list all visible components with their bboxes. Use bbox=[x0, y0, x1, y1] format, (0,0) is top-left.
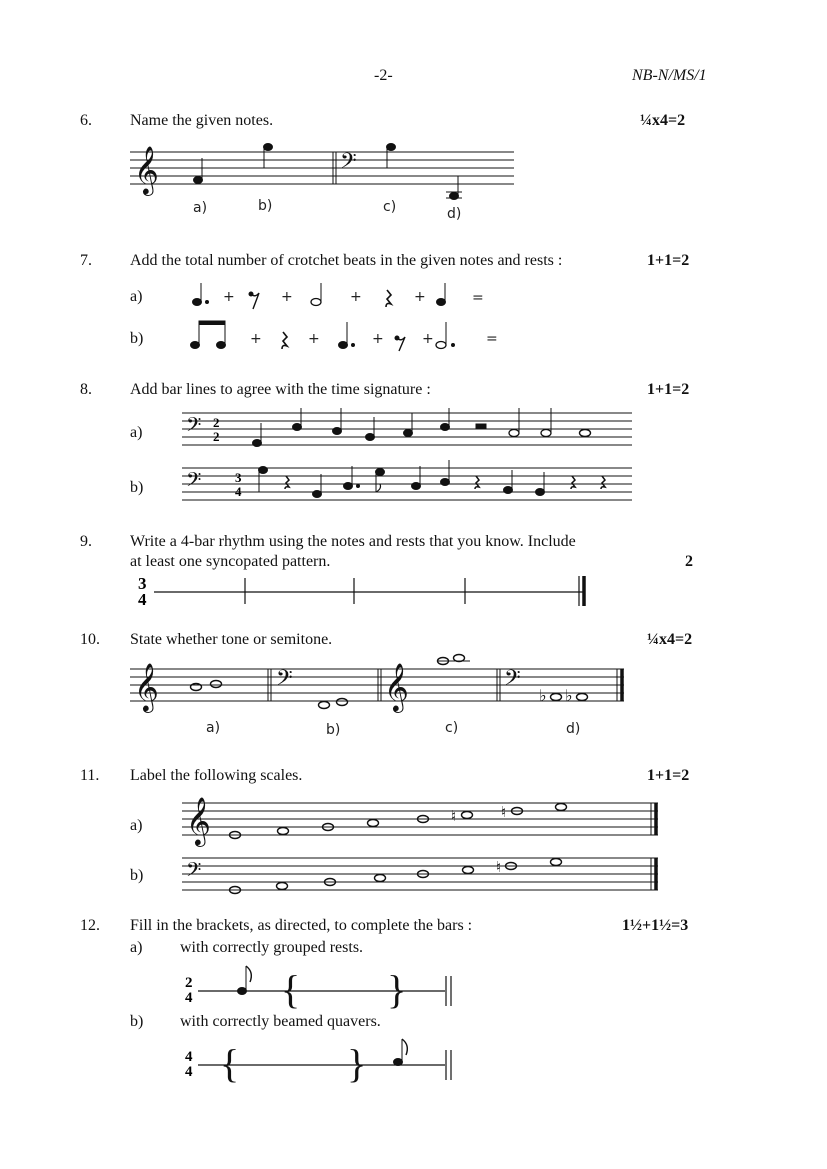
svg-text:{: { bbox=[220, 1041, 240, 1086]
q7-b-op-1: + bbox=[250, 331, 262, 347]
bass-clef-icon: 𝄢 bbox=[186, 413, 202, 441]
svg-text:}: } bbox=[387, 967, 407, 1012]
q7-a-label: a) bbox=[130, 288, 143, 305]
flat-icon: ♭ bbox=[565, 688, 573, 705]
q11-b-label: b) bbox=[130, 867, 144, 884]
q7-marks: 1+1=2 bbox=[647, 252, 690, 269]
note-b bbox=[264, 144, 273, 151]
q10-text: State whether tone or semitone. bbox=[130, 631, 333, 648]
q8-a-time-bottom: 2 bbox=[213, 429, 220, 444]
q9-line1: Write a 4-bar rhythm using the notes and rests that you know. Include bbox=[130, 533, 576, 550]
q6-label-a: a) bbox=[193, 200, 208, 216]
q6-label-c: c) bbox=[383, 199, 397, 215]
bass-clef-icon: 𝄢 bbox=[186, 858, 202, 886]
q9-time-top: 3 bbox=[138, 574, 147, 593]
q6-number: 6. bbox=[80, 112, 92, 129]
q6-label-b: b) bbox=[258, 198, 273, 214]
q7-a-op-4: + bbox=[414, 289, 426, 305]
q8-a-staff bbox=[180, 405, 640, 455]
q11-a-staff bbox=[180, 793, 665, 853]
q12-b-time-top: 4 bbox=[185, 1049, 193, 1065]
q12-marks: 1½+1½=3 bbox=[622, 917, 689, 934]
q7-a-op-1: + bbox=[223, 289, 235, 305]
q6-text: Name the given notes. bbox=[130, 112, 274, 129]
bass-clef-icon: 𝄢 bbox=[186, 468, 202, 496]
q7-a-op-5: = bbox=[472, 290, 484, 306]
q7-b-notes bbox=[185, 318, 495, 356]
q12-b-line bbox=[180, 1034, 470, 1084]
q8-number: 8. bbox=[80, 381, 92, 398]
q8-a-label: a) bbox=[130, 424, 143, 441]
q10-label-c: c) bbox=[445, 720, 459, 736]
q8-b-label: b) bbox=[130, 479, 144, 496]
bass-clef-icon: 𝄢 bbox=[340, 149, 357, 179]
q12-a-label: a) bbox=[130, 939, 143, 956]
q10-number: 10. bbox=[80, 631, 100, 648]
bass-clef-icon: 𝄢 bbox=[276, 666, 293, 696]
q12-a-time-bottom: 4 bbox=[185, 990, 193, 1006]
svg-text:}: } bbox=[347, 1041, 367, 1086]
q7-a-op-2: + bbox=[281, 289, 293, 305]
q7-b-op-4: + bbox=[422, 331, 434, 347]
q10-label-a: a) bbox=[206, 720, 221, 736]
q12-b-time-bottom: 4 bbox=[185, 1064, 193, 1080]
q7-number: 7. bbox=[80, 252, 92, 269]
q7-a-op-3: + bbox=[350, 289, 362, 305]
q11-a-label: a) bbox=[130, 817, 143, 834]
q9-marks: 2 bbox=[685, 553, 693, 570]
q7-b-op-5: = bbox=[486, 331, 498, 347]
q8-b-staff bbox=[180, 460, 640, 515]
q8-b-time-top: 3 bbox=[235, 470, 242, 485]
bass-clef-icon: 𝄢 bbox=[504, 666, 521, 696]
page-number: -2- bbox=[374, 67, 393, 84]
paper-code: NB-N/MS/1 bbox=[632, 67, 707, 84]
q9-rhythm-line bbox=[130, 573, 590, 613]
q7-text: Add the total number of crotchet beats in the given notes and rests : bbox=[130, 252, 563, 269]
q11-number: 11. bbox=[80, 767, 100, 784]
treble-clef-icon: 𝄞 bbox=[384, 662, 409, 711]
q10-label-d: d) bbox=[566, 721, 581, 737]
q12-text: Fill in the brackets, as directed, to complete the bars : bbox=[130, 917, 473, 934]
q7-b-label: b) bbox=[130, 330, 144, 347]
q10-staff bbox=[128, 655, 648, 720]
q9-time-bottom: 4 bbox=[138, 590, 147, 609]
q8-text: Add bar lines to agree with the time signature : bbox=[130, 381, 431, 398]
q6-staff bbox=[128, 140, 528, 225]
treble-clef-icon: 𝄞 bbox=[186, 796, 211, 845]
q7-b-op-2: + bbox=[308, 331, 320, 347]
natural-icon: ♮ bbox=[451, 809, 457, 825]
treble-clef-icon: 𝄞 bbox=[134, 145, 159, 194]
svg-text:{: { bbox=[281, 967, 301, 1012]
note-c bbox=[387, 144, 396, 151]
q12-number: 12. bbox=[80, 917, 100, 934]
q6-label-d: d) bbox=[447, 206, 462, 222]
natural-icon: ♮ bbox=[501, 805, 507, 821]
q12-b-label: b) bbox=[130, 1013, 144, 1030]
q6-marks: ¼x4=2 bbox=[640, 112, 686, 129]
q10-marks: ¼x4=2 bbox=[647, 631, 693, 648]
q12-a-line bbox=[180, 960, 470, 1010]
q9-number: 9. bbox=[80, 533, 92, 550]
q12-a-text: with correctly grouped rests. bbox=[180, 939, 364, 956]
q8-b-time-bottom: 4 bbox=[235, 484, 242, 499]
note-a bbox=[194, 177, 203, 184]
natural-icon: ♮ bbox=[496, 860, 502, 876]
q10-label-b: b) bbox=[326, 722, 341, 738]
q7-b-op-3: + bbox=[372, 331, 384, 347]
treble-clef-icon: 𝄞 bbox=[134, 662, 159, 711]
note-d bbox=[450, 193, 459, 200]
flat-icon: ♭ bbox=[539, 688, 547, 705]
q11-b-staff bbox=[180, 852, 665, 897]
q12-b-text: with correctly beamed quavers. bbox=[180, 1013, 381, 1030]
q11-text: Label the following scales. bbox=[130, 767, 303, 784]
q9-line2: at least one syncopated pattern. bbox=[130, 553, 331, 570]
q8-a-time-top: 2 bbox=[213, 415, 220, 430]
q12-a-time-top: 2 bbox=[185, 975, 193, 991]
q8-marks: 1+1=2 bbox=[647, 381, 690, 398]
q11-marks: 1+1=2 bbox=[647, 767, 690, 784]
